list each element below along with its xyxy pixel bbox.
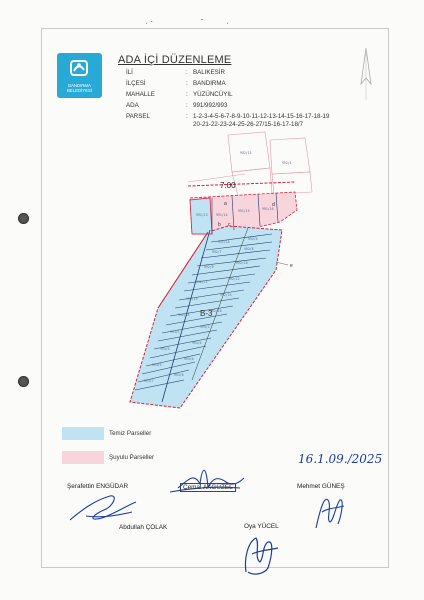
signatory-name-1: Şerafettin ENGÜDAR <box>67 483 129 490</box>
info-key: ADA <box>126 102 139 109</box>
north-arrow-icon <box>351 44 381 104</box>
signatory-name-2: Cemal AKGÜZEL <box>180 483 236 492</box>
svg-text:992/9: 992/9 <box>204 265 214 269</box>
handwritten-date: 16.1.09./2025 <box>298 452 383 466</box>
svg-text:992/16: 992/16 <box>210 309 222 313</box>
svg-text:992/8: 992/8 <box>244 247 254 251</box>
svg-text:993/6: 993/6 <box>184 357 194 361</box>
info-key: PARSEL <box>126 113 150 120</box>
info-colon: : <box>186 113 188 120</box>
info-value: 20-21-22-23-24-25-26-27/15-16-17-18/7 <box>193 121 304 128</box>
block-label: B-3 <box>200 309 213 318</box>
svg-text:991/16: 991/16 <box>262 207 274 211</box>
svg-text:992/14: 992/14 <box>220 293 232 297</box>
info-colon: : <box>186 102 188 109</box>
info-value: 991/992/993 <box>193 102 228 109</box>
punch-hole-top <box>18 213 29 224</box>
svg-text:992/13: 992/13 <box>186 297 198 301</box>
info-colon: : <box>186 69 188 76</box>
svg-text:992/15: 992/15 <box>178 313 190 317</box>
logo-text-line1: BANDIRMA <box>68 83 91 88</box>
neighbor-parcels <box>188 132 312 196</box>
svg-text:993/5: 993/5 <box>152 363 162 367</box>
signature-1 <box>66 488 146 526</box>
logo-text-line2: BELEDİYESİ <box>66 88 93 93</box>
legend-label-clean: Temiz Parseller <box>109 430 152 437</box>
svg-text:992/12: 992/12 <box>228 277 240 281</box>
info-value: BALIKESİR <box>193 69 225 76</box>
svg-text:b: b <box>218 222 221 228</box>
svg-text:a: a <box>224 201 227 207</box>
signature-4 <box>238 528 284 578</box>
svg-text:991/14: 991/14 <box>216 213 228 217</box>
info-key: İLİ <box>126 69 133 76</box>
municipality-logo <box>57 53 102 98</box>
top-pencil-marks: ˏ . - ˏ <box>145 14 230 24</box>
svg-text:993/1: 993/1 <box>170 330 180 334</box>
svg-text:e: e <box>290 263 293 269</box>
svg-text:992/11: 992/11 <box>196 280 208 284</box>
svg-text:993/2: 993/2 <box>200 325 210 329</box>
svg-text:992/7: 992/7 <box>212 250 222 254</box>
info-key: İLÇESİ <box>126 80 146 87</box>
info-colon: : <box>186 80 188 87</box>
signatory-name-4: Abdullah ÇOLAK <box>119 524 168 531</box>
legend-swatch-clean <box>62 427 104 440</box>
legend-swatch-shared <box>62 451 104 464</box>
document-title: ADA İÇİ DÜZENLEME <box>118 54 232 66</box>
road-width-label: 7.00 <box>220 181 236 190</box>
svg-text:993/3: 993/3 <box>160 347 170 351</box>
info-value: BANDIRMA <box>193 80 226 87</box>
svg-text:993/8: 993/8 <box>174 373 184 377</box>
signature-3 <box>310 490 350 532</box>
info-key: MAHALLE <box>126 91 155 98</box>
svg-text:992/1: 992/1 <box>282 161 292 165</box>
svg-text:991/13: 991/13 <box>196 213 208 217</box>
svg-text:992/10: 992/10 <box>236 261 248 265</box>
punch-hole-bottom <box>18 376 29 387</box>
svg-text:d: d <box>272 202 275 208</box>
logo-emblem-icon <box>68 59 90 79</box>
svg-text:992/15: 992/15 <box>240 151 252 155</box>
svg-text:991/18: 991/18 <box>218 240 230 244</box>
svg-text:992/5: 992/5 <box>248 237 258 241</box>
svg-text:c: c <box>228 222 231 228</box>
info-value: 1-2-3-4-5-6-7-8-9-10-11-12-13-14-15-16-17-18-19 <box>193 113 330 120</box>
parcel-plan-map <box>100 130 320 420</box>
signature-2 <box>168 458 248 498</box>
signatory-name-3: Mehmet GÜNEŞ <box>297 483 345 490</box>
signatory-name-5: Oya YÜCEL <box>244 523 279 530</box>
svg-text:993/4: 993/4 <box>192 341 202 345</box>
legend-label-shared: Şuyulu Parseller <box>109 454 155 461</box>
info-value: YÜZÜNCÜYIL <box>193 91 233 98</box>
svg-text:993/7: 993/7 <box>144 379 154 383</box>
info-colon: : <box>186 91 188 98</box>
svg-text:991/15: 991/15 <box>238 209 250 213</box>
